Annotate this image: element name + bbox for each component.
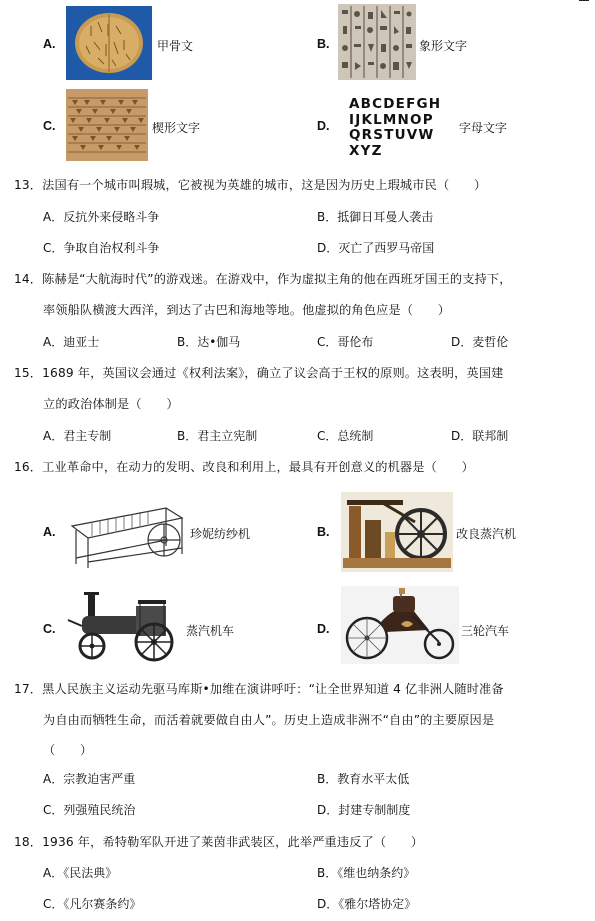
q18-option-d[interactable]: D．《雅尔塔协定》 (317, 897, 417, 911)
three-wheel-car-image (341, 586, 459, 664)
q13-option-a[interactable]: A．反抗外来侵略斗争 (43, 210, 160, 224)
q15-option-c[interactable]: C．总统制 (317, 429, 374, 443)
steam-engine-image (341, 492, 453, 572)
q17-stem-line-2: 为自由而牺牲生命，而活着就要做自由人”。历史上造成非洲不“自由”的主要原因是 (43, 713, 495, 727)
spinning-jenny-image (66, 496, 188, 572)
q18-option-a[interactable]: A．《民法典》 (43, 866, 118, 880)
steam-locomotive-image (64, 590, 182, 664)
q16-option-a-caption: 珍妮纺纱机 (190, 527, 251, 541)
q18-option-c[interactable]: C．《凡尔赛条约》 (43, 897, 142, 911)
q16-option-b-caption: 改良蒸汽机 (456, 527, 517, 541)
q13-option-d[interactable]: D．灭亡了西罗马帝国 (317, 241, 435, 255)
q14-option-b[interactable]: B．达•伽马 (177, 335, 241, 349)
q15-stem-line-1: 15．1689 年，英国议会通过《权利法案》，确立了议会高于王权的原则。这表明，英国建 (14, 366, 504, 380)
alphabet-line-1: ABCDEFGH (349, 96, 442, 112)
q16-option-d-letter[interactable]: D. (317, 622, 330, 636)
alphabet-line-2: IJKLMNOP (349, 111, 434, 128)
q16-option-a-letter[interactable]: A. (43, 525, 56, 539)
hieroglyph-image (338, 4, 416, 80)
q12-option-d-caption: 字母文字 (459, 121, 508, 135)
q17-stem-line-3: （ ） (43, 743, 93, 757)
q13-stem: 13．法国有一个城市叫瑕城，它被视为英雄的城市，这是因为历史上瑕城市民（ ） (14, 178, 487, 192)
q16-option-b-letter[interactable]: B. (317, 525, 330, 539)
q18-option-b[interactable]: B．《维也纳条约》 (317, 866, 416, 880)
alphabet-line-3: QRSTUVW (349, 127, 435, 143)
q12-option-a-caption: 甲骨文 (157, 39, 194, 53)
alphabet-image (345, 93, 457, 161)
page-edge-mark (579, 0, 589, 4)
q14-option-a[interactable]: A．迪亚士 (43, 335, 100, 349)
q14-option-c[interactable]: C．哥伦布 (317, 335, 374, 349)
q12-option-d-letter[interactable]: D. (317, 119, 330, 133)
q17-option-c[interactable]: C．列强殖民统治 (43, 803, 136, 817)
q12-option-c-caption: 楔形文字 (152, 121, 201, 135)
q16-option-c-letter[interactable]: C. (43, 622, 56, 636)
q16-option-c-caption: 蒸汽机车 (186, 624, 235, 638)
q16-option-d-caption: 三轮汽车 (461, 624, 510, 638)
q17-option-b[interactable]: B．教育水平太低 (317, 772, 410, 786)
q17-option-a[interactable]: A．宗教迫害严重 (43, 772, 136, 786)
q17-stem-line-1: 17．黑人民族主义运动先驱马库斯•加维在演讲呼吁：“让全世界知道 4 亿非洲人随时准备 (14, 682, 504, 696)
q12-option-b-caption: 象形文字 (419, 39, 468, 53)
cuneiform-image (66, 89, 148, 161)
q15-option-a[interactable]: A．君主专制 (43, 429, 112, 443)
alphabet-line-4: XYZ (349, 142, 383, 159)
q14-stem-line-1: 14．陈赫是“大航海时代”的游戏迷。在游戏中，作为虚拟主角的他在西班牙国王的支持下， (14, 272, 512, 286)
q18-stem: 18．1936 年，希特勒军队开进了莱茵非武装区，此举严重违反了（ ） (14, 835, 424, 849)
q15-option-b[interactable]: B．君主立宪制 (177, 429, 258, 443)
q12-option-b-letter[interactable]: B. (317, 37, 330, 51)
oracle-bone-image (66, 6, 152, 80)
q13-option-c[interactable]: C．争取自治权利斗争 (43, 241, 160, 255)
q13-option-b[interactable]: B．抵御日耳曼人袭击 (317, 210, 434, 224)
q12-option-a-letter[interactable]: A. (43, 37, 56, 51)
q16-stem: 16．工业革命中，在动力的发明、改良和利用上，最具有开创意义的机器是（ ） (14, 460, 474, 474)
q17-option-d[interactable]: D．封建专制制度 (317, 803, 411, 817)
q14-stem-line-2: 率领船队横渡大西洋，到达了古巴和海地等地。他虚拟的角色应是（ ） (43, 303, 451, 317)
q15-option-d[interactable]: D．联邦制 (451, 429, 509, 443)
q14-option-d[interactable]: D．麦哲伦 (451, 335, 509, 349)
q12-option-c-letter[interactable]: C. (43, 119, 56, 133)
q15-stem-line-2: 立的政治体制是（ ） (43, 397, 179, 411)
